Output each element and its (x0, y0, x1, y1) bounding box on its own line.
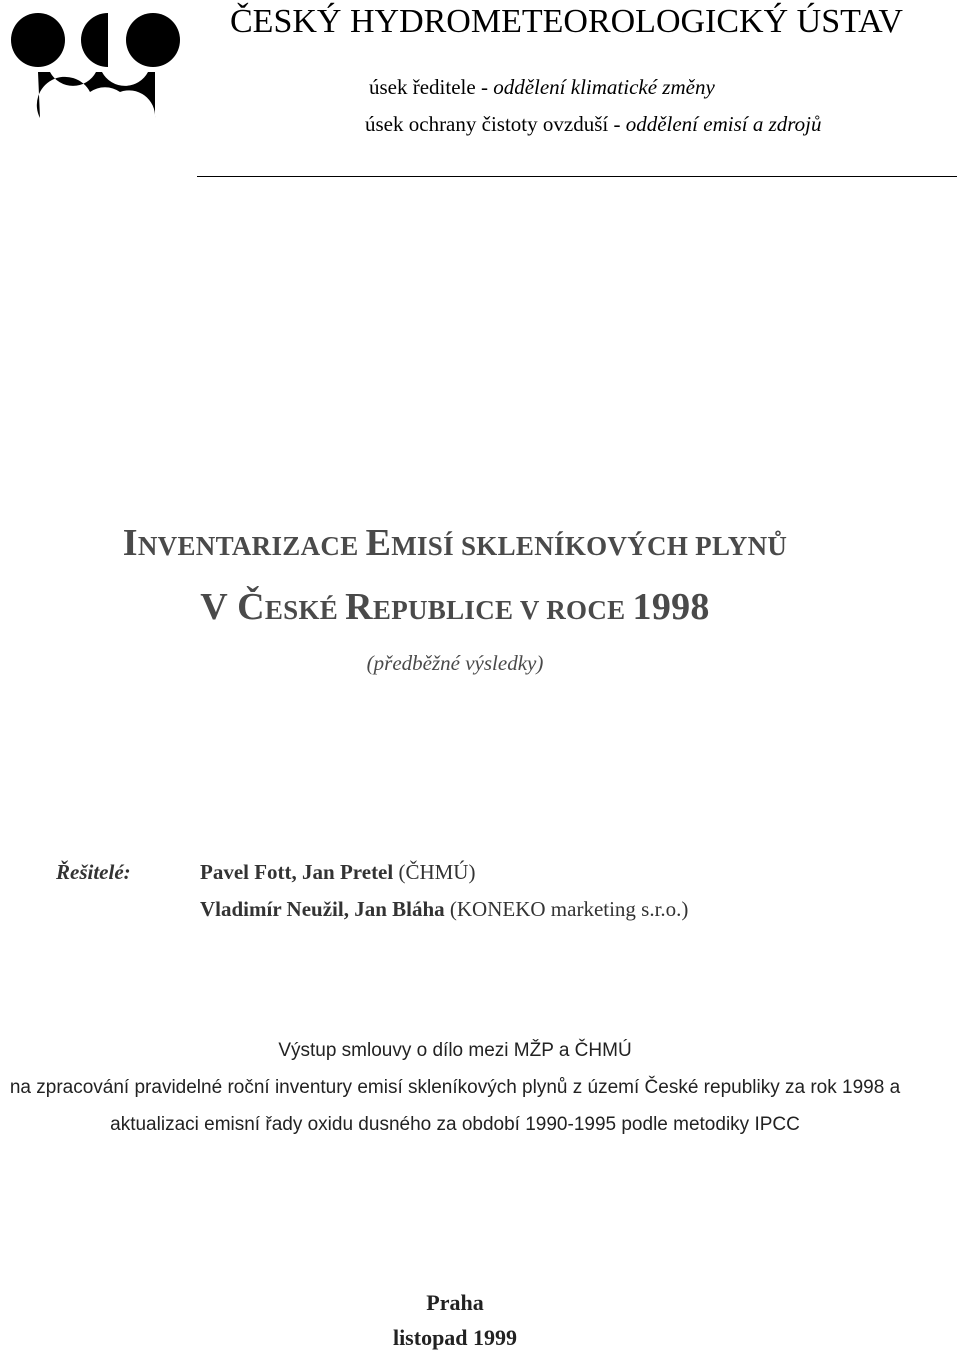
header-divider (197, 176, 957, 177)
logo-halfcircle-middle (81, 13, 108, 67)
logo-circle-left (11, 13, 65, 67)
document-subtitle: (předběžné výsledky) (366, 651, 544, 675)
title-year: 1998 (632, 586, 710, 628)
department-line-1 (369, 74, 715, 100)
researchers-line-1 (200, 858, 475, 886)
title-word-emisi: MISÍ SKLENÍKOVÝCH PLYNŮ (391, 531, 788, 561)
contract-line-2: na zpracování pravidelné roční inventury emisí skleníkových plynů z území České republiky za rok 1998 a (9, 1077, 901, 1098)
title-word-inventarizace: NVENTARIZACE (137, 531, 366, 561)
contract-line-1: Výstup smlouvy o dílo mezi MŽP a ČHMÚ (278, 1040, 632, 1061)
researchers-1-org: (ČHMÚ) (393, 860, 476, 884)
document-title-line-2 (0, 587, 910, 630)
department-1-sub: oddělení klimatické změny (493, 75, 715, 99)
researchers-2-org: (KONEKO marketing s.r.o.) (444, 897, 689, 921)
researchers-line-2 (200, 895, 688, 923)
researchers-label: Řešitelé: (56, 860, 131, 884)
department-line-2 (365, 111, 822, 137)
title-cap-i: I (122, 522, 138, 564)
title-cap-v-c: V Č (200, 586, 265, 628)
title-word-republice: EPUBLICE V ROCE (372, 595, 633, 625)
department-2-main: úsek ochrany čistoty ovzduší - (365, 112, 626, 136)
chmu-logo-icon (10, 6, 185, 124)
institute-name: ČESKÝ HYDROMETEOROLOGICKÝ ÚSTAV (230, 3, 903, 40)
department-2-sub: oddělení emisí a zdrojů (625, 112, 822, 136)
logo-wave (37, 72, 155, 118)
researchers-1-names: Pavel Fott, Jan Pretel (200, 860, 394, 884)
footer-city: Praha (426, 1290, 484, 1315)
document-title-line-1 (0, 523, 910, 566)
contract-line-3: aktualizaci emisní řady oxidu dusného za období 1990-1995 podle metodiky IPCC (110, 1114, 800, 1135)
researchers-2-names: Vladimír Neužil, Jan Bláha (200, 897, 445, 921)
title-word-eske: ESKÉ (264, 595, 346, 625)
footer-date: listopad 1999 (392, 1325, 518, 1350)
logo-circle-right (126, 13, 180, 67)
title-cap-r: R (345, 586, 373, 628)
title-cap-e: E (365, 522, 392, 564)
department-1-main: úsek ředitele - (369, 75, 494, 99)
